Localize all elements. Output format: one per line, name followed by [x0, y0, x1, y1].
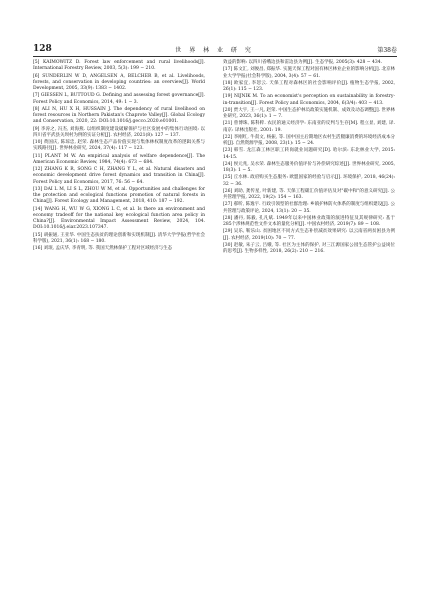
references-left-column: [33, 60, 205, 253]
reference-item: [26] 刘助, 龚传星, 叶新建, 等. 天保工程碳汇价值评估及对"碳中和"的意义研究[J]. 公共管理学报, 2022, 19(2): 154 − 163.: [223, 188, 395, 200]
reference-item: [6] SUNDERLIN W D, ANGELSEN A, BELCHER B, et al. Livelihoods, forests, and conservation in developing countries: an overview[J]. World Development, 2005, 33(9): 1383 − 1402.: [33, 73, 205, 91]
reference-item: [8] ALI N, HU X H, HUSSAIN J. The dependency of rural livelihood on forest resources in Northern Pakistan's Chaprote Valley[J]. Global Ecology and Conservation, 2020, 22: DOI:10.1016/j.gecco.2020.e01001.: [33, 106, 205, 125]
reference-item: [21] 曾博珠, 陈科粹. 农民的通义经济学: 东南亚的反判与生存[M]. 程立显, 刘建, 译. 南京: 译林出版社, 2001: 19.: [223, 121, 395, 133]
page-number: 128: [33, 44, 52, 54]
reference-item: [30] 赵敏, 朱子云, 吕娥, 等. 社区为主体的保护, 对三江源国家公园生态管护公益岗位的思考[J]. 生物多样性, 2018, 26(2): 210 − 216.: [223, 242, 395, 254]
reference-item: [28] 潘丹, 陈毅, 孔凡斌. 1949年以来中国林业政策的演进特征及其规律研究: 基于285个涉林规范性文件文本的量化分析[J]. 中国农村经济, 2019(7): 89 − 108.: [223, 215, 395, 227]
volume-label: 第38卷: [377, 47, 397, 54]
reference-item: [12] ZHANG K R, SONG C H, ZHANG Y L, et al. Natural disasters and economic development drive forest dynamics and transition in China[J]. Forest Policy and Economics, 2017, 76: 56 − 64.: [33, 167, 205, 185]
running-header: [33, 41, 397, 57]
reference-item: [10] 黄国庆, 陈琼忠, 赵荣. 森林生态产品价值实现与集体林权制度改革的逻辑关系与实践路径[J]. 世界林业研究, 2024, 37(4): 117 − 123.: [33, 140, 205, 152]
reference-item: [22] 李刚红, 牛叔文, 杨振, 等. 国中国主后期地区农村生活腿廉消费的环境经济成本分析[J]. 自然资源学报, 2008, 23(1): 15 − 24.: [223, 134, 395, 146]
references-right-column: [223, 60, 395, 256]
reference-item: [13] DAI L M, LI S L, ZHOU W M, et al. Opportunities and challenges for the protection and ecological functions promotion of natural forests in China[J]. Forest Ecology and Management, 2018, 410: 187 − 192.: [33, 186, 205, 205]
reference-item: [18] 欧家宜, 李恕云. 天保工程对森林区的社会影响评价[J]. 植物生态学报, 2002, 26(1): 115 − 123.: [223, 80, 395, 92]
reference-item: [17] 陈文汇, 刘俊昌, 郑振华. 实施天保工程对国有林区林业企业的影响分析[J]. 北京林业大学学报(社会科学版), 2004, 3(4): 57 − 61.: [223, 67, 395, 79]
reference-item: [27] 郝昕, 陈逸宇. 行政引领型的社群治理: 乡镇护林防火体系的制度与组织建设[J]. 公共管理与政策评论, 2024, 13(1): 20 − 35.: [223, 202, 395, 214]
reference-item: [7] GIESSEN L, BUTTOUD G. Defining and assessing forest governance[J]. Forest Policy and Economics, 2014, 49: 1 − 3.: [33, 93, 205, 105]
reference-item: 效益的影响: 以四川省峨边县和雷边县为例[J]. 生态学报, 2005(3): 428 − 434.: [223, 60, 382, 65]
reference-item: [16] 刘珉, 孟庆华, 李青明, 等. 我国天然林保护工程对区域经济与生态: [33, 246, 173, 251]
reference-item: [14] WANG H, WU W G, XIONG L C, et al. Is there an environment and economy tradeoff for the national key ecological function area policy in China?[J]. Environmental Impact Assessment Review, 2024, 104. DOI:10.1016/j.eiar.2023.107347.: [33, 206, 205, 231]
reference-item: [20] 贾大宇, 王一凡, 赵荣. 中国生态护林员政策实施机制、成效及动态调整[J]. 世界林业研究, 2023, 36(1): 1 − 7.: [223, 107, 395, 119]
reference-item: [25] 丘水林. 政府购买生态服务: 欧盟国家的经验与启示[J]. 环境保护, 2018, 46(24): 32 − 36.: [223, 175, 395, 187]
reference-item: [15] 胡振通, 王亚华. 中国生态扶贫的理论创新和实现机制[J]. 清华大学学报(哲学社会科学版), 2021, 36(1): 168 − 180.: [33, 232, 205, 244]
reference-item: [19] NIJNIK M. To an economist's perception on sustainability in forestry-in-transition[J]. Forest Policy and Economics, 2004, 6(3/4): 403 − 413.: [223, 94, 395, 106]
reference-item: [29] 吴乐, 靳乐山. 贫困地区不同方式生态补偿减贫效果研究: 以云南省两贫困县为例[J]. 农村经济, 2019(10): 70 − 77.: [223, 229, 395, 241]
reference-item: [9] 李涛之, 冯杰, 刘海燕. 以组织制度建设破解保护与社区发展中的集体行动困境: 以四川省平武县关坝村为例的实证分析[J]. 农村经济, 2021(8): 127 − 137.: [33, 126, 205, 138]
reference-item: [11] PLANT M W. An empirical analysis of welfare dependence[J]. The American Economic Review, 1984, 74(4): 673 − 684.: [33, 153, 205, 165]
reference-item: [5] KAIMOWITZ D. Forest law enforcement and rural livelihoods[J]. International Forestry Review, 2003, 5(3): 199 − 210.: [33, 60, 205, 72]
reference-item: [24] 侯元兆, 吴水荣. 森林生态服务价值评价与补偿研究综述[J]. 世界林业研究, 2005, 18(3): 1 − 5.: [223, 161, 395, 173]
journal-title: 世 界 林 业 研 究: [175, 47, 254, 54]
reference-item: [23] 韩雪. 龙江森工林区职工转岗就业问题研究[D]. 哈尔滨: 东北林业大学, 2015: 14-15.: [223, 148, 395, 160]
